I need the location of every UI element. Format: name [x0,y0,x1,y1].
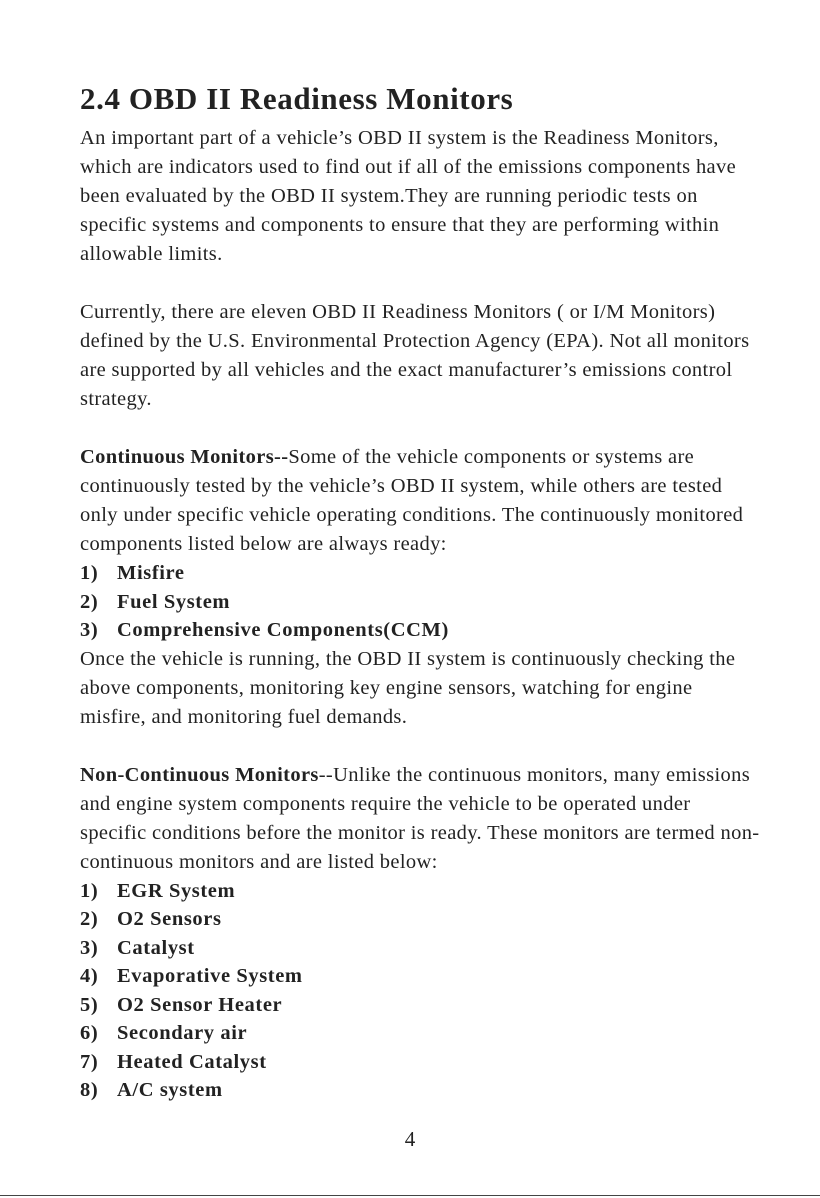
list-item-number: 5) [80,993,99,1016]
list-item [80,934,760,963]
intro-paragraph: An important part of a vehicle’s OBD II system is the Readiness Monitors, which are indicators used to find out if all of the emissions components have been evaluated by the OBD II system.They are running periodic tests on specific systems and components to ensure that they are performing within allowable limits. [80,127,737,265]
list-item-number: 1) [80,879,99,902]
list-item-number: 6) [80,1022,99,1044]
list-item [80,1048,760,1077]
continuous-paragraph [80,443,760,559]
list-item-label: A/C system [117,1079,223,1101]
continuous-term: Continuous Monitors-- [80,446,289,468]
noncontinuous-text: Unlike the continuous monitors, many emissions and engine system components require the vehicle to be operated under specific conditions before the monitor is ready. These monitors are termed non-continuous monitors and are listed below: [80,763,760,873]
list-item-label: Evaporative System [117,965,303,987]
list-item [80,962,760,991]
continuous-after-paragraph: Once the vehicle is running, the OBD II system is continuously checking the above components, monitoring key engine sensors, watching for engine misfire, and monitoring fuel demands. [80,647,736,728]
list-item [80,1019,760,1048]
list-item-number: 7) [80,1050,99,1073]
list-item [80,1076,760,1105]
page-number: 4 [404,1127,416,1151]
list-item-label: Fuel System [117,590,231,613]
paragraph-gap [80,732,760,761]
list-item [80,991,760,1020]
list-item-label: Comprehensive Components(CCM) [117,619,449,641]
list-item-label: O2 Sensor Heater [117,993,283,1016]
continuous-text: Some of the vehicle components or systems are continuously tested by the vehicle’s OBD II system, while others are tested only under specific vehicle operating conditions. The continuously monitored components listed below are always ready: [80,446,744,555]
list-item-number: 2) [80,590,99,613]
paragraph-gap [80,414,760,443]
list-item-number: 8) [80,1079,99,1101]
list-item [80,559,760,588]
continuous-monitor-list [80,559,760,645]
list-item-number: 4) [80,965,99,987]
list-item-label: Catalyst [117,936,195,959]
list-item-label: O2 Sensors [117,908,222,930]
list-item-label: Misfire [117,562,185,584]
list-item-number: 2) [80,908,99,930]
list-item [80,588,760,617]
list-item-label: Heated Catalyst [117,1050,267,1073]
list-item-number: 3) [80,619,99,641]
bottom-rule [0,1195,820,1196]
manual-page [80,80,760,1105]
list-item-label: Secondary air [117,1022,248,1044]
noncontinuous-paragraph [80,761,760,877]
noncontinuous-term: Non-Continuous Monitors [80,763,319,786]
noncontinuous-monitor-list [80,877,760,1105]
list-item [80,877,760,906]
list-item-number: 1) [80,562,99,584]
section-heading: 2.4 OBD II Readiness Monitors [80,81,514,116]
paragraph-gap [80,269,760,298]
currently-paragraph: Currently, there are eleven OBD II Readiness Monitors ( or I/M Monitors) defined by the U.S. Environmental Protection Agency (EPA). Not all monitors are supported by all vehicles and the exact manufacturer’s emissions control strategy. [80,301,750,410]
list-item [80,905,760,934]
list-item-number: 3) [80,936,99,959]
noncontinuous-dash: -- [318,763,334,786]
list-item [80,616,760,645]
list-item-label: EGR System [117,879,236,902]
